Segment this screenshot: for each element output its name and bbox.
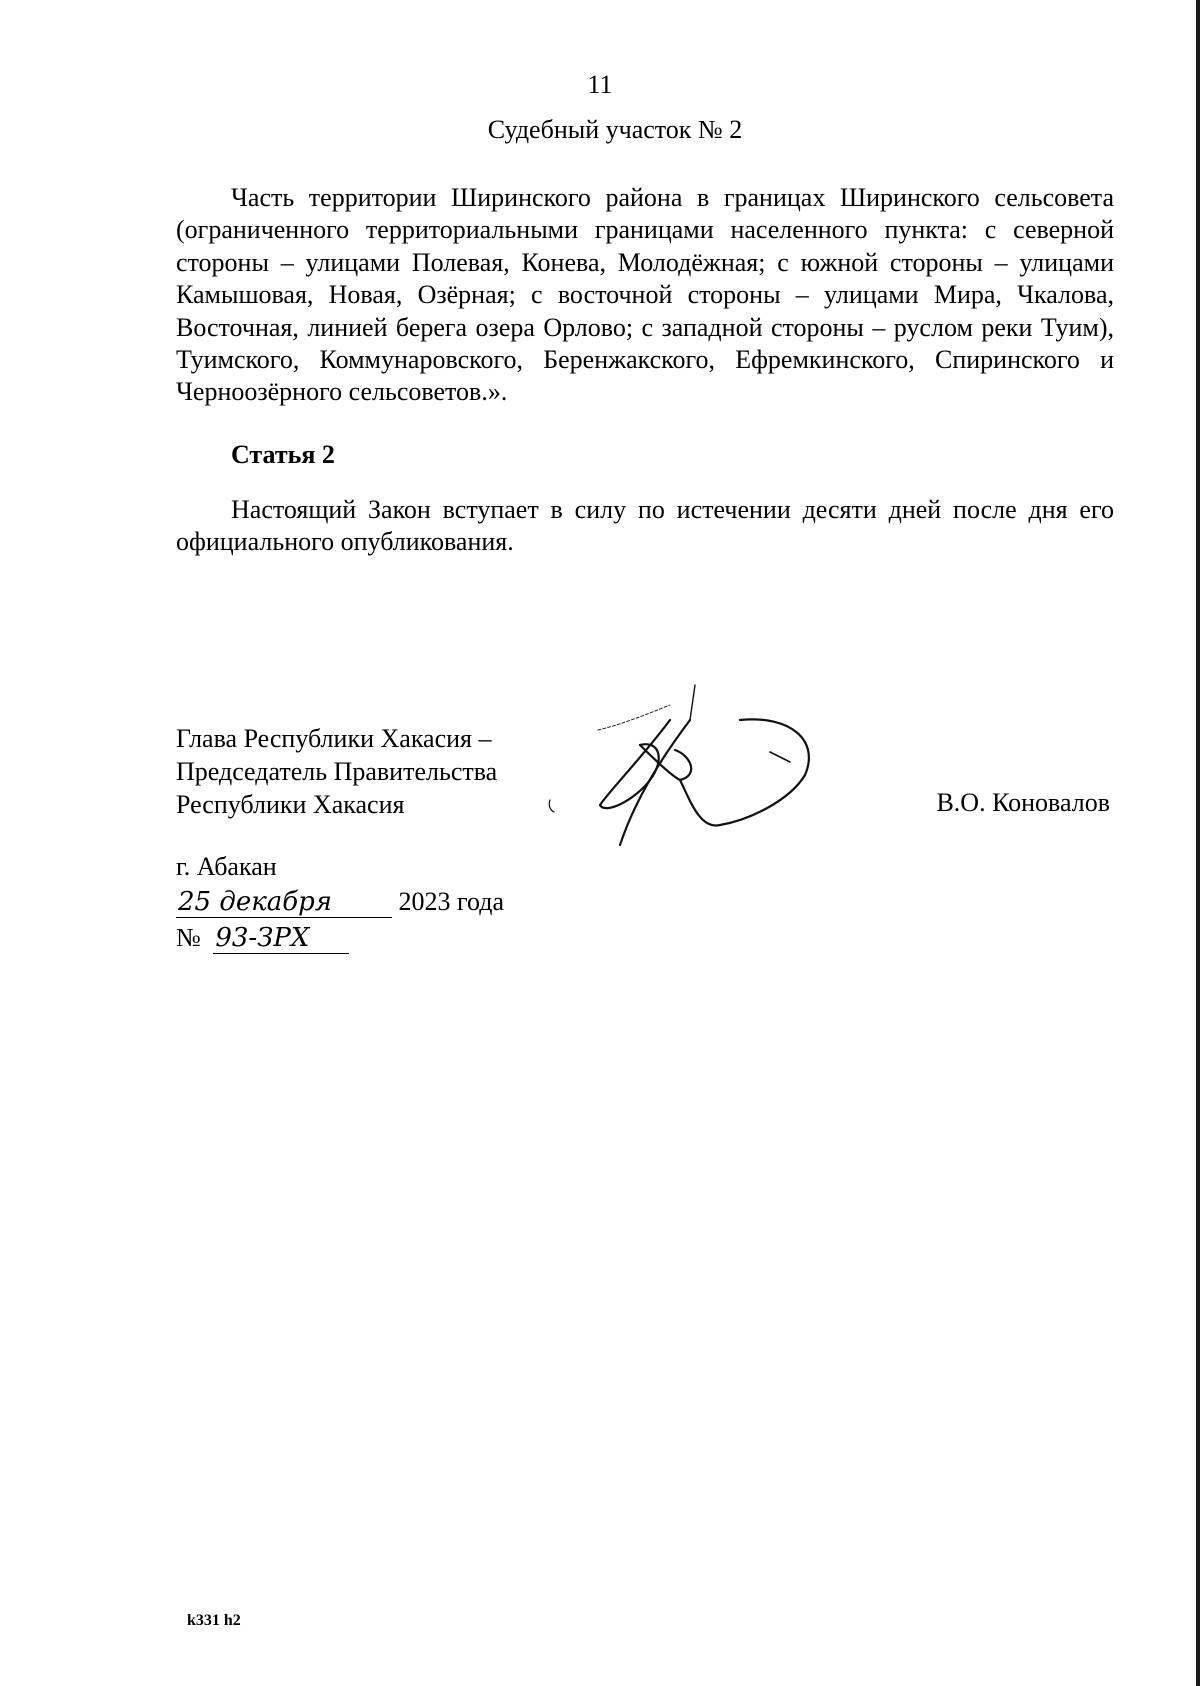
footer-code: k331 h2 [187,1612,241,1629]
signer-title-line: Республики Хакасия [176,790,405,819]
page-number: 11 [587,70,613,99]
section-title: Судебный участок № 2 [487,115,743,144]
article-heading: Статья 2 [231,440,335,469]
signer-title-line: Председатель Правительства [176,757,498,786]
handwritten-date: 25 декабря [176,887,392,918]
scan-edge [1196,0,1200,1686]
signing-date [176,887,504,918]
signer-name: В.О. Коновалов [936,788,1110,817]
paragraph-territory: Часть территории Ширинского района в границах Ширинского сельсовета (ограниченного территориальными границами населенного пункта: с северной стороны – улицами Полевая, Конева, Молодёжная; с южной стороны – улицами Камышовая, Новая, Озёрная; с восточной стороны – улицами Мира, Чкалова, Восточная, линией берега озера Орлово; с западной стороны – руслом реки Туим), Туимского, Коммунаровского, Беренжакского, Ефремкинского, Спиринского и Черноозёрного сельсоветов.». [176,183,1114,407]
paragraph-effective-date: Настоящий Закон вступает в силу по истечении десяти дней после дня его официального опубликования. [176,495,1114,557]
signer-title-line: Глава Республики Хакасия – [176,724,492,753]
city: г. Абакан [176,852,277,881]
signer-title [176,722,497,821]
law-number [176,923,349,954]
date-year: 2023 года [398,887,505,916]
handwritten-number: 93-ЗРХ [213,923,349,954]
number-sign: № [176,923,201,952]
signature-image [540,680,860,860]
